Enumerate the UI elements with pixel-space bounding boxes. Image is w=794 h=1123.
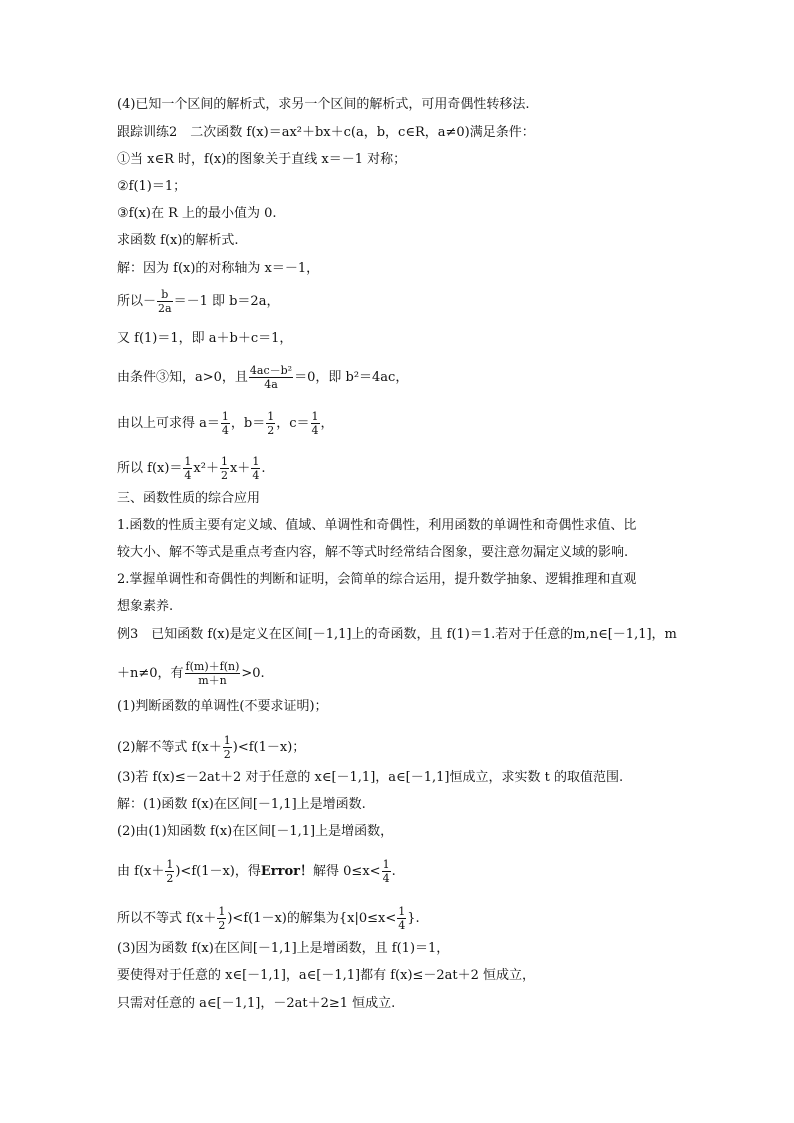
solution-line-fraction [117, 410, 724, 437]
denominator: 4 [311, 424, 319, 437]
denominator: 4 [221, 424, 229, 437]
text-segment: ＝0，即 b²＝4ac， [294, 370, 409, 385]
example-heading: 例3 已知函数 f(x)是定义在区间[－1,1]上的奇函数，且 f(1)＝1.若对于任意的m,n∈[－1,1]，m [117, 627, 677, 642]
numerator: 1 [398, 905, 406, 918]
numerator: 1 [252, 455, 260, 468]
denominator: 2 [166, 872, 174, 885]
text-segment: ＋n≠0，有 [117, 666, 184, 681]
solution-line: (2)由(1)知函数 f(x)在区间[－1,1]上是增函数， [117, 824, 394, 839]
numerator: 4ac－b² [249, 364, 293, 377]
text-segment: 解得 0≤x< [313, 864, 381, 879]
text-line: (4)已知一个区间的解析式，求另一个区间的解析式，可用奇偶性转移法. [117, 97, 530, 112]
text-segment: 由 f(x＋ [117, 864, 165, 879]
text-segment: . [261, 461, 266, 476]
denominator: 4 [398, 919, 406, 932]
paragraph-line: 2.掌握单调性和奇偶性的判断和证明，会简单的综合运用，提升数学抽象、逻辑推理和直观 [117, 572, 637, 587]
denominator: 2 [223, 748, 231, 761]
numerator: 1 [166, 858, 174, 871]
text-segment: 由条件③知，a>0，且 [117, 370, 248, 385]
fraction [157, 288, 173, 315]
solution-line: 解：因为 f(x)的对称轴为 x＝－1， [117, 261, 320, 276]
example-line-fraction [117, 660, 724, 687]
denominator: 2 [218, 919, 226, 932]
numerator: 1 [382, 858, 390, 871]
text-segment: >0. [241, 666, 265, 681]
numerator: f(m)＋f(n) [185, 660, 240, 673]
solution-line: 解：(1)函数 f(x)在区间[－1,1]上是增函数. [117, 797, 366, 812]
condition-2: ②f(1)＝1； [117, 179, 187, 194]
section-heading: 三、函数性质的综合应用 [117, 491, 261, 506]
solution-line: 只需对任意的 a∈[－1,1]，－2at＋2≥1 恒成立. [117, 996, 396, 1011]
question-line: (3)若 f(x)≤－2at＋2 对于任意的 x∈[－1,1]，a∈[－1,1]恒成立，求实数 t 的取值范围. [117, 770, 624, 785]
fraction [251, 455, 260, 482]
fraction [220, 455, 229, 482]
text-segment: )<f(1－x)； [232, 740, 306, 755]
text-segment: 由以上可求得 a＝ [117, 416, 220, 431]
question-line: (1)判断函数的单调性(不要求证明)； [117, 699, 328, 714]
denominator: 4 [382, 872, 390, 885]
denominator: 2 [220, 469, 228, 482]
paragraph-line: 较大小、解不等式是重点考查内容，解不等式时经常结合图象，要注意勿漏定义域的影响. [117, 545, 629, 560]
fraction [311, 410, 320, 437]
condition-1: ①当 x∈R 时，f(x)的图象关于直线 x＝－1 对称； [117, 152, 407, 167]
fraction [249, 364, 293, 391]
text-segment: 所以－ [117, 294, 157, 309]
solution-line-fraction [117, 364, 724, 391]
exercise-heading: 跟踪训练2 二次函数 f(x)＝ax²＋bx＋c(a，b，c∈R，a≠0)满足条件： [117, 125, 535, 140]
denominator: 2a [158, 302, 172, 315]
fraction [266, 410, 275, 437]
numerator: 1 [221, 410, 229, 423]
text-segment: ， [320, 416, 334, 431]
fraction [397, 905, 406, 932]
text-segment: ，c＝ [276, 416, 310, 431]
text-segment: x＋ [229, 461, 251, 476]
paragraph-line: 1.函数的性质主要有定义域、值域、单调性和奇偶性，利用函数的单调性和奇偶性求值、比 [117, 518, 637, 533]
numerator: 1 [220, 455, 228, 468]
solution-line-fraction [117, 858, 724, 885]
text-segment: (2)解不等式 f(x＋ [117, 740, 222, 755]
fraction [217, 905, 226, 932]
denominator: m＋n [185, 673, 241, 687]
numerator: 1 [218, 905, 226, 918]
fraction [221, 410, 230, 437]
numerator: 1 [184, 455, 192, 468]
fraction [382, 858, 391, 885]
numerator: b [161, 288, 169, 301]
solution-line-fraction [117, 905, 724, 932]
solution-line-fraction [117, 455, 724, 482]
text-segment: x²＋ [193, 461, 219, 476]
text-segment: }. [407, 911, 420, 926]
fraction [183, 455, 192, 482]
condition-3: ③f(x)在 R 上的最小值为 0. [117, 206, 277, 221]
fraction [165, 858, 174, 885]
numerator: 1 [267, 410, 275, 423]
numerator: 1 [223, 734, 231, 747]
denominator: 2 [267, 424, 275, 437]
text-segment: ，b＝ [230, 416, 266, 431]
solution-line: 又 f(1)＝1，即 a＋b＋c＝1， [117, 331, 293, 346]
solution-line: 要使得对于任意的 x∈[－1,1]，a∈[－1,1]都有 f(x)≤－2at＋2 恒成立， [117, 968, 536, 983]
question-line: 求函数 f(x)的解析式. [117, 233, 239, 248]
text-segment: )<f(1－x)，得 [175, 864, 261, 879]
text-segment: . [391, 864, 396, 879]
denominator: 4 [252, 469, 260, 482]
error-text: Error！ [260, 864, 314, 879]
question-line-fraction [117, 734, 724, 761]
text-segment: )<f(1－x)的解集为{x|0≤x< [227, 911, 397, 926]
fraction [185, 660, 241, 687]
text-segment: 所以 f(x)＝ [117, 461, 183, 476]
text-segment: ＝－1 即 b＝2a， [173, 294, 280, 309]
solution-line: (3)因为函数 f(x)在区间[－1,1]上是增函数，且 f(1)＝1， [117, 941, 450, 956]
text-segment: 所以不等式 f(x＋ [117, 911, 217, 926]
fraction [223, 734, 232, 761]
solution-line-fraction [117, 288, 724, 315]
paragraph-line: 想象素养. [117, 599, 174, 614]
denominator: 4 [184, 469, 192, 482]
numerator: 1 [311, 410, 319, 423]
denominator: 4a [249, 377, 293, 391]
